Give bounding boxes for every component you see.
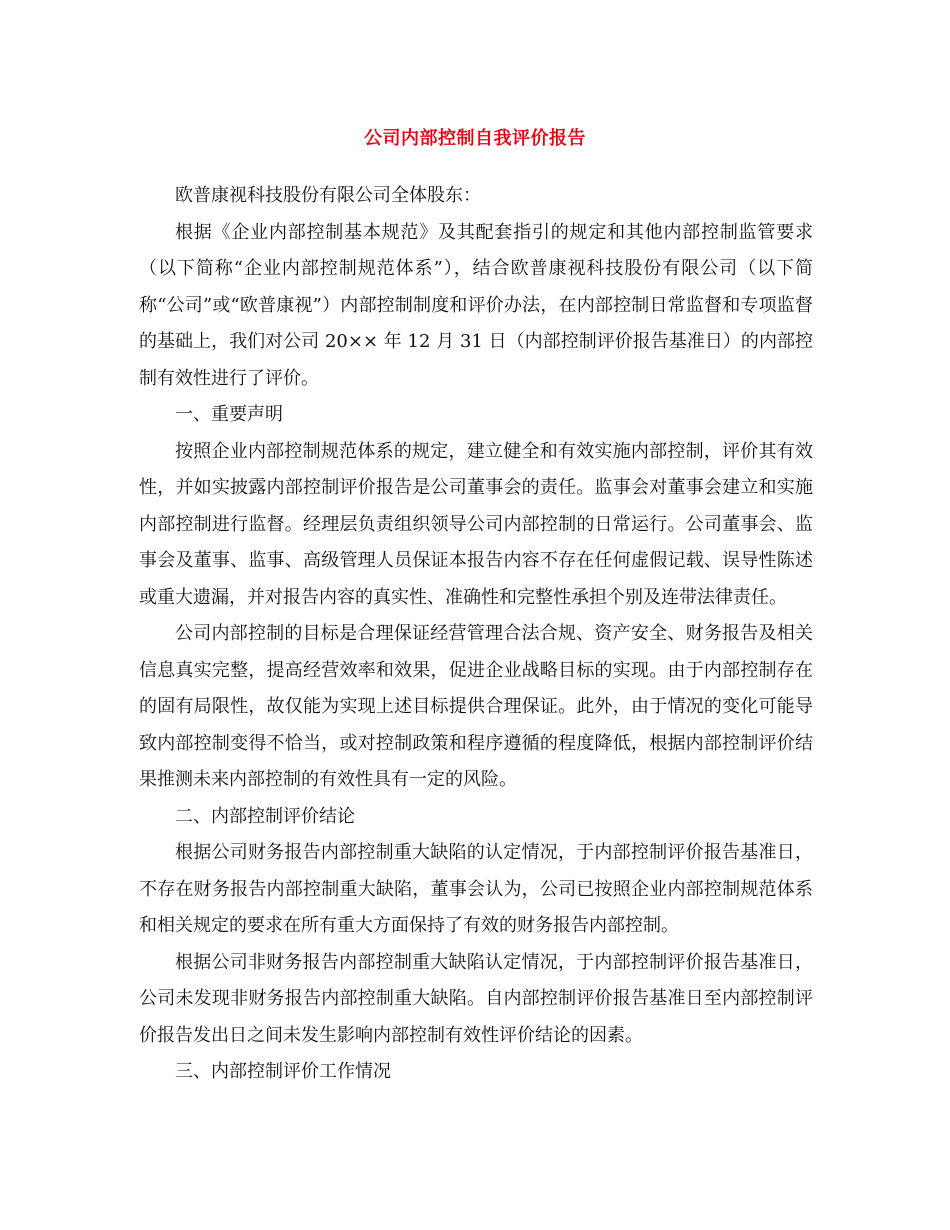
section2-paragraph-2: 根据公司非财务报告内部控制重大缺陷认定情况，于内部控制评价报告基准日，公司未发现非财务报告内部控制重大缺陷。自内部控制评价报告基准日至内部控制评价报告发出日之间未发生影响内部控制有效性评价结论的因素。: [139, 951, 813, 1046]
section1-paragraph-2: 公司内部控制的目标是合理保证经营管理合法合规、资产安全、财务报告及相关信息真实完整，提高经营效率和效果，促进企业战略目标的实现。由于内部控制存在的固有局限性，故仅能为实现上述目标提供合理保证。此外，由于情况的变化可能导致内部控制变得不恰当，或对控制政策和程序遵循的程度降低，根据内部控制评价结果推测未来内部控制的有效性具有一定的风险。: [139, 623, 813, 790]
intro-paragraph: 根据《企业内部控制基本规范》及其配套指引的规定和其他内部控制监管要求（以下简称“企业内部控制规范体系”），结合欧普康视科技股份有限公司（以下简称“公司”或“欧普康视”）内部控制制度和评价办法，在内部控制日常监督和专项监督的基础上，我们对公司 20×× 年 12 月 31 日（内部控制评价报告基准日）的内部控制有效性进行了评价。: [139, 221, 813, 389]
section1-paragraph-1: 按照企业内部控制规范体系的规定，建立健全和有效实施内部控制，评价其有效性，并如实披露内部控制评价报告是公司董事会的责任。监事会对董事会建立和实施内部控制进行监督。经理层负责组织领导公司内部控制的日常运行。公司董事会、监事会及董事、监事、高级管理人员保证本报告内容不存在任何虚假记载、误导性陈述或重大遗漏，并对报告内容的真实性、准确性和完整性承担个别及连带法律责任。: [139, 440, 813, 608]
section-heading-1: 一、重要声明: [175, 404, 283, 425]
section2-paragraph-1: 根据公司财务报告内部控制重大缺陷的认定情况，于内部控制评价报告基准日，不存在财务报告内部控制重大缺陷，董事会认为，公司已按照企业内部控制规范体系和相关规定的要求在所有重大方面保持了有效的财务报告内部控制。: [139, 842, 813, 936]
section-heading-2: 二、内部控制评价结论: [175, 805, 355, 827]
salutation: 欧普康视科技股份有限公司全体股东：: [175, 185, 481, 206]
document-title: 公司内部控制自我评价报告: [364, 128, 586, 149]
document-body: [139, 178, 813, 1091]
section-heading-3: 三、内部控制评价工作情况: [175, 1061, 391, 1082]
